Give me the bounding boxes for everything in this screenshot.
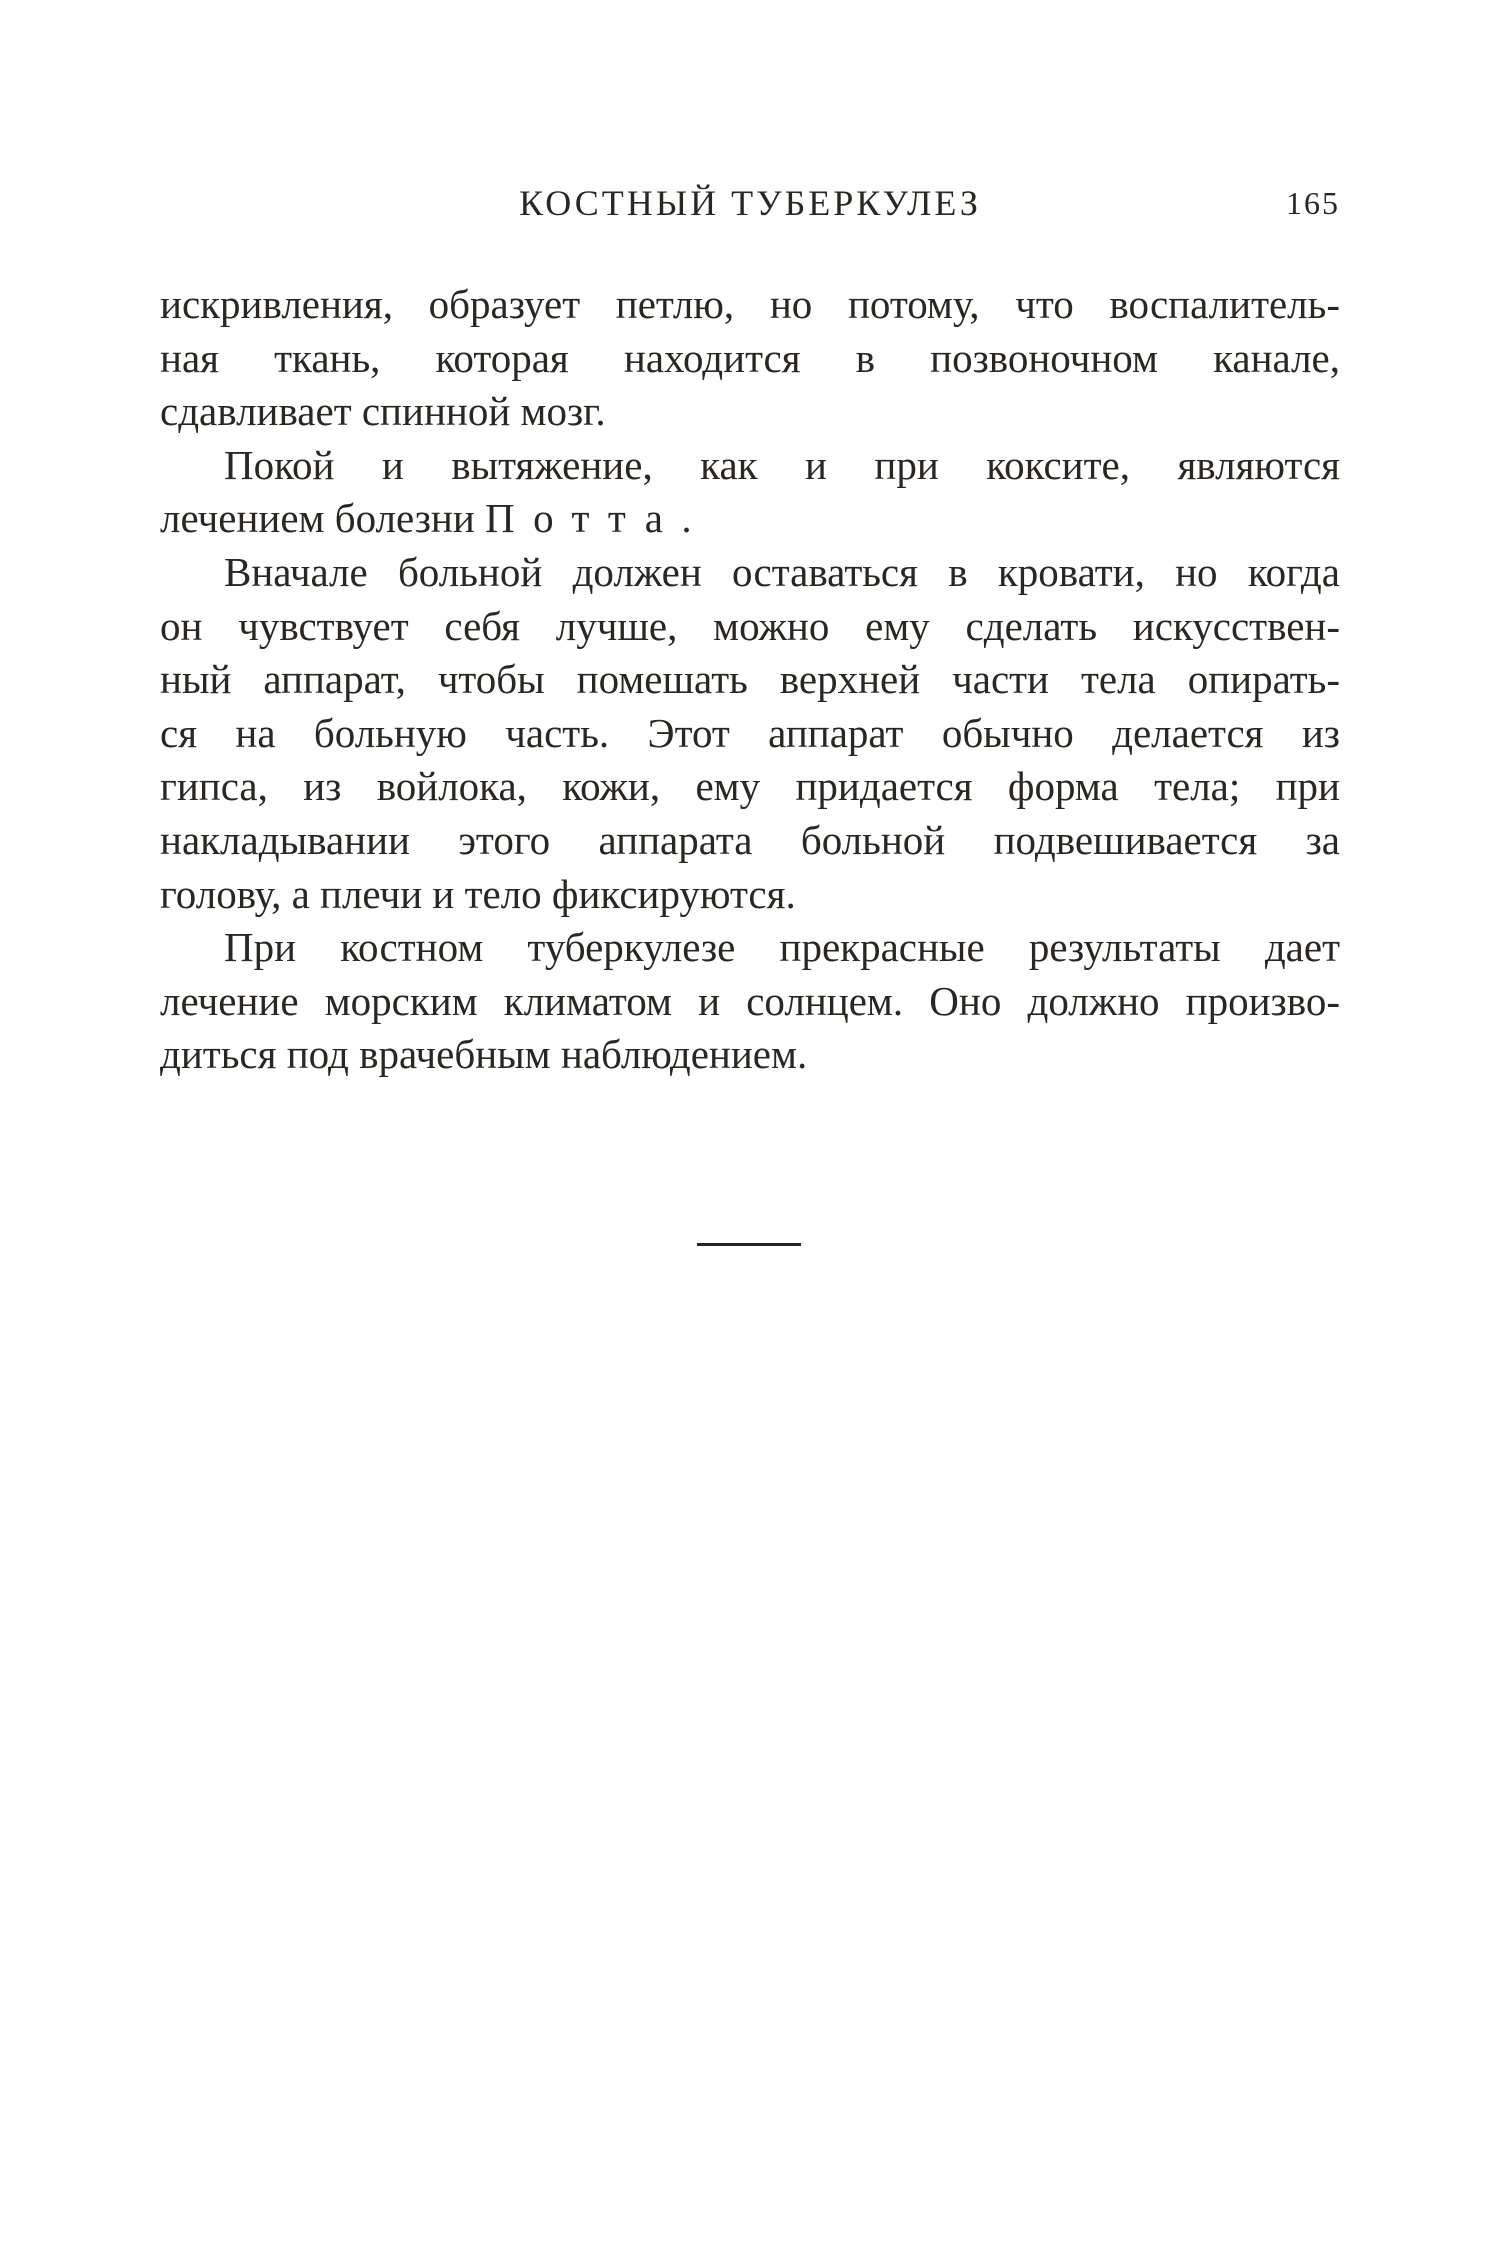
body-text xyxy=(160,278,1340,1082)
text-line: Вначале больной должен оставаться в кровати, но когда xyxy=(224,548,1340,595)
text-line-start: лечением болезни xyxy=(160,495,475,542)
text-line: При костном туберкулезе прекрасные результаты дает xyxy=(224,924,1340,971)
emphasized-name: Потта xyxy=(485,495,682,542)
running-header xyxy=(160,178,1340,228)
text-line: сдавливает спинной мозг. xyxy=(160,388,606,435)
section-end-rule xyxy=(697,1243,801,1246)
paragraph-4 xyxy=(160,921,1340,1082)
paragraph-1 xyxy=(160,278,1340,439)
text-line: искривления, образует петлю, но потому, что воспалитель- xyxy=(160,281,1340,327)
running-title: КОСТНЫЙ ТУБЕРКУЛЕЗ xyxy=(519,183,981,223)
paragraph-3 xyxy=(160,546,1340,921)
text-line: ный аппарат, чтобы помешать верхней части тела опирать- xyxy=(160,656,1340,703)
text-line: лечение морским климатом и солнцем. Оно должно произво- xyxy=(160,977,1340,1024)
text-line: он чувствует себя лучше, можно ему сделать искусствен- xyxy=(160,602,1340,649)
text-line: гипса, из войлока, кожи, ему придается форма тела; при xyxy=(160,763,1340,810)
sentence-end: . xyxy=(681,495,692,542)
text-line: накладывании этого аппарата больной подвешивается за xyxy=(160,816,1340,863)
text-line: диться под врачебным наблюдением. xyxy=(160,1031,808,1078)
text-line: Покой и вытяжение, как и при коксите, являются xyxy=(224,441,1340,488)
paragraph-2 xyxy=(160,439,1340,546)
text-line: голову, а плечи и тело фиксируются. xyxy=(160,870,796,917)
text-line xyxy=(160,492,1340,546)
text-line: ся на больную часть. Этот аппарат обычно делается из xyxy=(160,709,1340,756)
text-line: ная ткань, которая находится в позвоночном канале, xyxy=(160,334,1340,381)
page-number: 165 xyxy=(1286,185,1340,221)
